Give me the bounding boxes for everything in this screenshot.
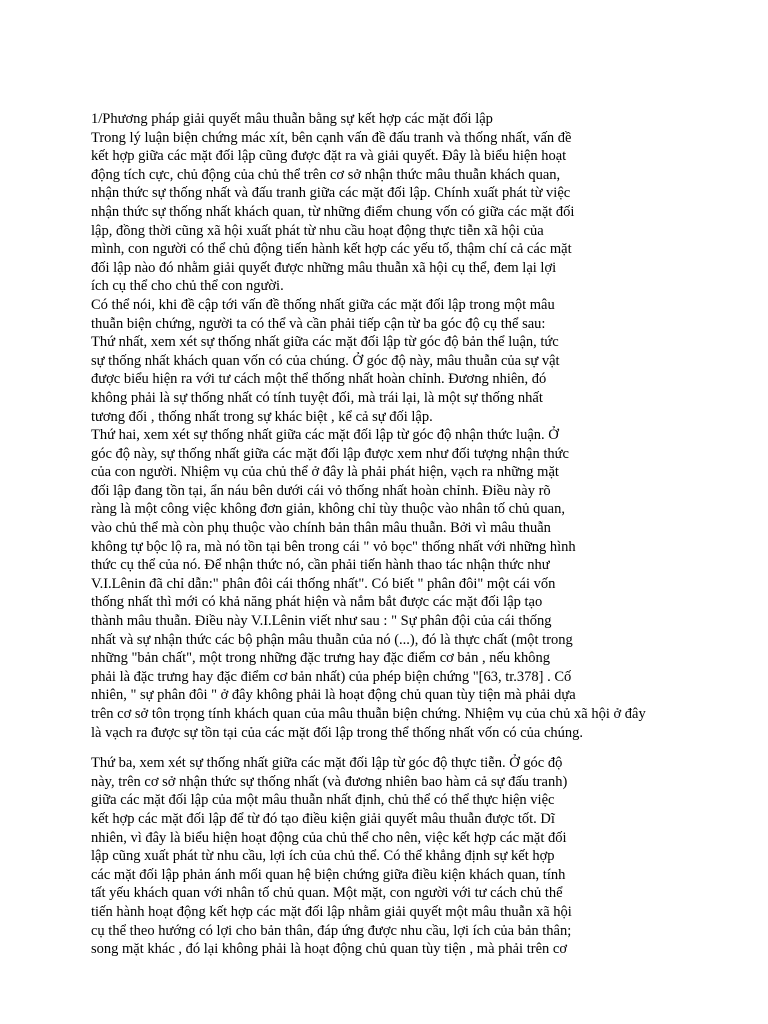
text-line: các mặt đối lập phản ánh mối quan hệ biện chứng giữa điều kiện khách quan, tính <box>91 866 566 883</box>
text-line: tương đối , thống nhất trong sự khác biệt , kể cả sự đối lập. <box>91 408 433 425</box>
text-line: phải là đặc trưng hay đặc điểm cơ bản nhất) của phép biện chứng "[63, tr.378] . Cố <box>91 668 572 685</box>
text-line: thành mâu thuẫn. Điều này V.I.Lênin viết như sau : " Sự phân đội của cái thống <box>91 613 552 630</box>
text-line: tất yếu khách quan với nhân tố chủ quan. Một mặt, con người với tư cách chủ thể <box>91 885 563 902</box>
text-line: không phải là sự thống nhất có tính tuyệt đối, mà trái lại, là một sự thống nhất <box>91 389 543 406</box>
text-line: của con người. Nhiệm vụ của chủ thể ở đây là phải phát hiện, vạch ra những mặt <box>91 464 559 481</box>
text-line: kết hợp giữa các mặt đối lập cũng được đặt ra và giải quyết. Đây là biểu hiện hoạt <box>91 148 567 165</box>
paragraph-block-2 <box>91 754 691 959</box>
text-line: V.I.Lênin đã chỉ dẫn:" phân đôi cái thống nhất". Có biết " phân đôi" một cái vốn <box>91 575 556 592</box>
text-line: Thứ nhất, xem xét sự thống nhất giữa các mặt đối lập từ góc độ bản thể luận, tức <box>91 334 559 351</box>
text-line: nhận thức sự thống nhất khách quan, từ những điểm chung vốn có giữa các mặt đối <box>91 203 575 220</box>
text-line: được biểu hiện ra với tư cách một thể thống nhất hoàn chỉnh. Đương nhiên, đó <box>91 371 547 388</box>
text-line: thống nhất thì mới có khả năng phát hiện và nắm bắt được các mặt đối lập tạo <box>91 594 543 611</box>
text-line: Có thể nói, khi đề cập tới vấn đề thống nhất giữa các mặt đối lập trong một mâu <box>91 296 555 313</box>
text-line: những "bản chất", một trong những đặc trưng hay đặc điểm cơ bản , nếu không <box>91 650 551 667</box>
text-line: nhận thức sự thống nhất và đấu tranh giữa các mặt đối lập. Chính xuất phát từ việc <box>91 185 571 202</box>
text-line: thuẫn biện chứng, người ta có thể và cần phải tiếp cận từ ba góc độ cụ thể sau: <box>91 315 546 332</box>
paragraph-gap <box>91 742 691 754</box>
text-line: tiến hành hoạt động kết hợp các mặt đối lập nhằm giải quyết một mâu thuẫn xã hội <box>91 903 572 920</box>
text-line: cụ thể theo hướng có lợi cho bản thân, đáp ứng được nhu cầu, lợi ích của bản thân; <box>91 922 572 939</box>
text-line: Thứ hai, xem xét sự thống nhất giữa các mặt đối lập từ góc độ nhận thức luận. Ở <box>91 427 559 444</box>
document-body <box>91 110 691 959</box>
text-line: mình, con người có thể chủ động tiến hành kết hợp các yếu tố, thậm chí cả các mặt <box>91 241 572 258</box>
text-line: nhất và sự nhận thức các bộ phận mâu thuẫn của nó (...), đó là thực chất (một trong <box>91 631 573 648</box>
text-line: kết hợp các mặt đối lập để từ đó tạo điều kiện giải quyết mâu thuẫn được tốt. Dĩ <box>91 810 555 827</box>
text-line: Trong lý luận biện chứng mác xít, bên cạnh vấn đề đấu tranh và thống nhất, vấn đề <box>91 129 572 146</box>
text-line: không tự bộc lộ ra, mà nó tồn tại bên trong cái " vỏ bọc" thống nhất với những hình <box>91 538 576 555</box>
text-line: sự thống nhất khách quan vốn có của chúng. Ở góc độ này, mâu thuẫn của sự vật <box>91 352 560 369</box>
text-line: trên cơ sở tôn trọng tính khách quan của mâu thuẫn biện chứng. Nhiệm vụ của chủ xã hội ở đây <box>91 706 646 722</box>
text-line: là vạch ra được sự tồn tại của các mặt đối lập trong thể thống nhất vốn có của chúng. <box>91 724 584 741</box>
text-line: đối lập nào đó nhằm giải quyết được những mâu thuẫn xã hội cụ thể, đem lại lợi <box>91 259 557 276</box>
text-line: đối lập đang tồn tại, ẩn náu bên dưới cái vỏ thống nhất hoàn chỉnh. Điều này rõ <box>91 482 551 499</box>
text-line: lập cũng xuất phát từ nhu cầu, lợi ích của chủ thể. Có thể khẳng định sự kết hợp <box>91 848 555 865</box>
text-line: ích cụ thể cho chủ thể con người. <box>91 278 284 295</box>
text-line: vào chủ thể mà còn phụ thuộc vào chính bản thân mâu thuẫn. Bởi vì mâu thuẫn <box>91 520 551 537</box>
text-line: động tích cực, chủ động của chủ thể trên cơ sở nhận thức mâu thuẫn khách quan, <box>91 166 561 183</box>
text-line: Thứ ba, xem xét sự thống nhất giữa các mặt đối lập từ góc độ thực tiễn. Ở góc độ <box>91 755 563 772</box>
text-line: song mặt khác , đó lại không phải là hoạt động chủ quan tùy tiện , mà phải trên cơ <box>91 941 567 958</box>
text-line: nhiên, vì đây là biểu hiện hoạt động của chủ thể cho nên, việc kết hợp các mặt đối <box>91 829 567 846</box>
text-line: thức cụ thể của nó. Để nhận thức nó, cần phải tiến hành thao tác nhận thức như <box>91 557 550 574</box>
text-line: lập, đồng thời cũng xã hội xuất phát từ nhu cầu hoạt động thực tiễn xã hội của <box>91 222 544 239</box>
text-line: 1/Phương pháp giải quyết mâu thuẫn bằng sự kết hợp các mặt đối lập <box>91 111 493 127</box>
text-line: ràng là một công việc không đơn giản, không chỉ tùy thuộc vào nhân tố chủ quan, <box>91 501 565 518</box>
paragraph-block-1 <box>91 110 691 742</box>
text-line: giữa các mặt đối lập của một mâu thuẫn nhất định, chủ thể có thể thực hiện việc <box>91 792 555 809</box>
text-line: nhiên, " sự phân đôi " ở đây không phải là hoạt động chủ quan tùy tiện mà phải dựa <box>91 687 576 704</box>
text-line: này, trên cơ sở nhận thức sự thống nhất (và đương nhiên bao hàm cả sự đấu tranh) <box>91 773 568 790</box>
text-line: góc độ này, sự thống nhất giữa các mặt đối lập được xem như đối tượng nhận thức <box>91 445 569 462</box>
